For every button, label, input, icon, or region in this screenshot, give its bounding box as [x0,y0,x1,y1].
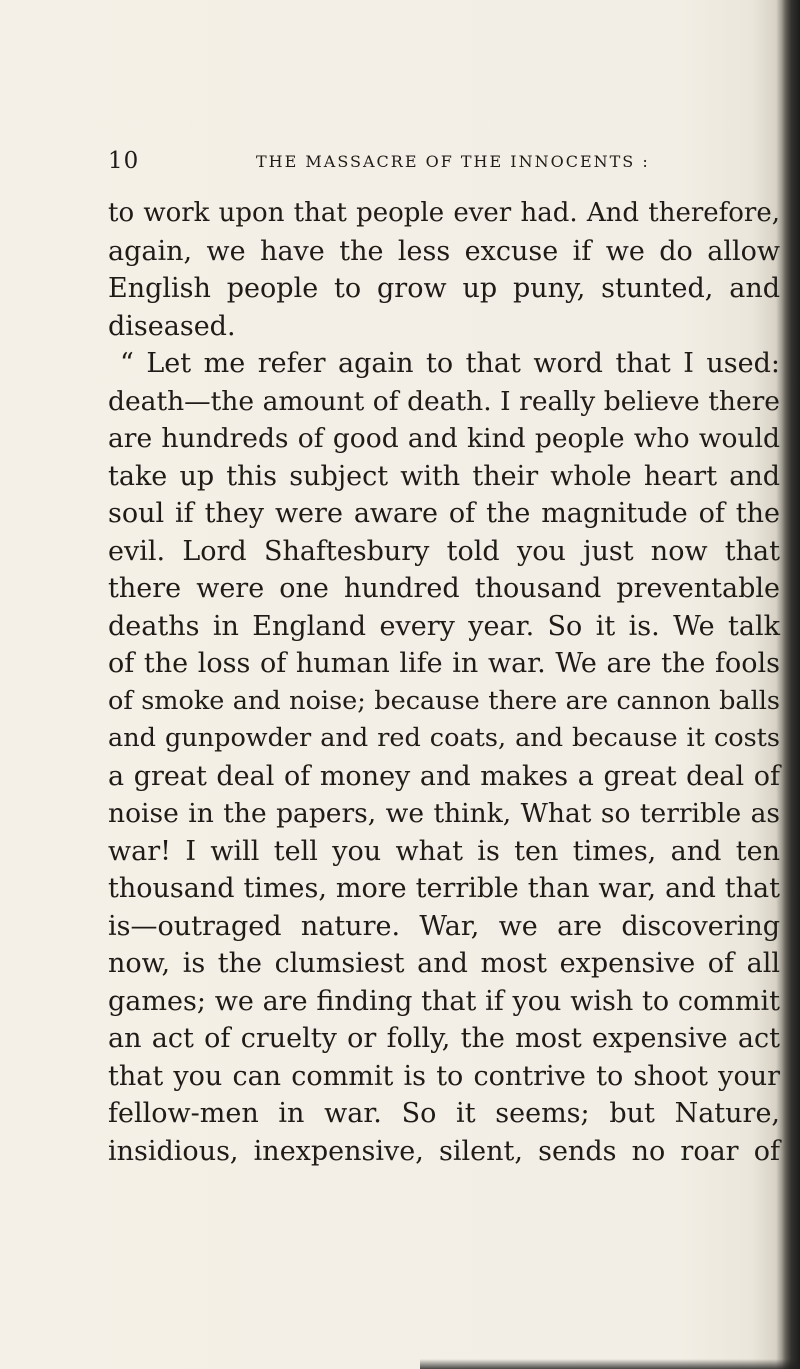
text-line: of the loss of human life in war. We are the fools [108,648,780,679]
page-edge-shadow [782,0,800,1369]
page-header [108,148,788,178]
body-text [108,195,780,1170]
text-line: English people to grow up puny, stunted, and [108,273,780,304]
text-line: diseased. [108,310,236,342]
text-line: noise in the papers, we think, What so terrible as [108,798,780,829]
text-line: a great deal of money and makes a great deal of [108,760,780,792]
text-line: games; we are finding that if you wish to commit [108,985,780,1017]
text-line: now, is the clumsiest and most expensive of all [108,948,780,979]
text-line: of smoke and noise; because there are cannon balls [108,685,780,716]
text-line: war! I will tell you what is ten times, and ten [108,835,780,867]
running-title: THE MASSACRE OF THE INNOCENTS : [256,152,650,171]
text-line: “ Let me refer again to that word that I used: [120,348,780,379]
text-line: are hundreds of good and kind people who would [108,423,780,454]
text-line: is—outraged nature. War, we are discovering [108,910,780,942]
text-line: to work upon that people ever had. And therefore, [108,198,780,228]
text-line: again, we have the less excuse if we do allow [108,235,780,267]
text-line: deaths in England every year. So it is. We talk [108,610,780,642]
page-number: 10 [108,148,140,174]
text-line: fellow-men in war. So it seems; but Nature, [108,1098,780,1129]
text-line: and gunpowder and red coats, and because it costs [108,723,780,753]
text-line: an act of cruelty or folly, the most expensive act [108,1023,780,1054]
text-line: soul if they were aware of the magnitude of the [108,498,780,529]
page-bottom-shadow [420,1359,800,1369]
text-line: death—the amount of death. I really believe there [108,385,780,417]
text-line: evil. Lord Shaftesbury told you just now that [108,535,780,567]
text-line: there were one hundred thousand preventable [108,573,780,604]
text-line: thousand times, more terrible than war, and that [108,873,780,904]
text-line: that you can commit is to contrive to shoot your [108,1060,780,1092]
text-line: take up this subject with their whole heart and [108,460,780,492]
text-line: insidious, inexpensive, silent, sends no roar of [108,1135,780,1167]
